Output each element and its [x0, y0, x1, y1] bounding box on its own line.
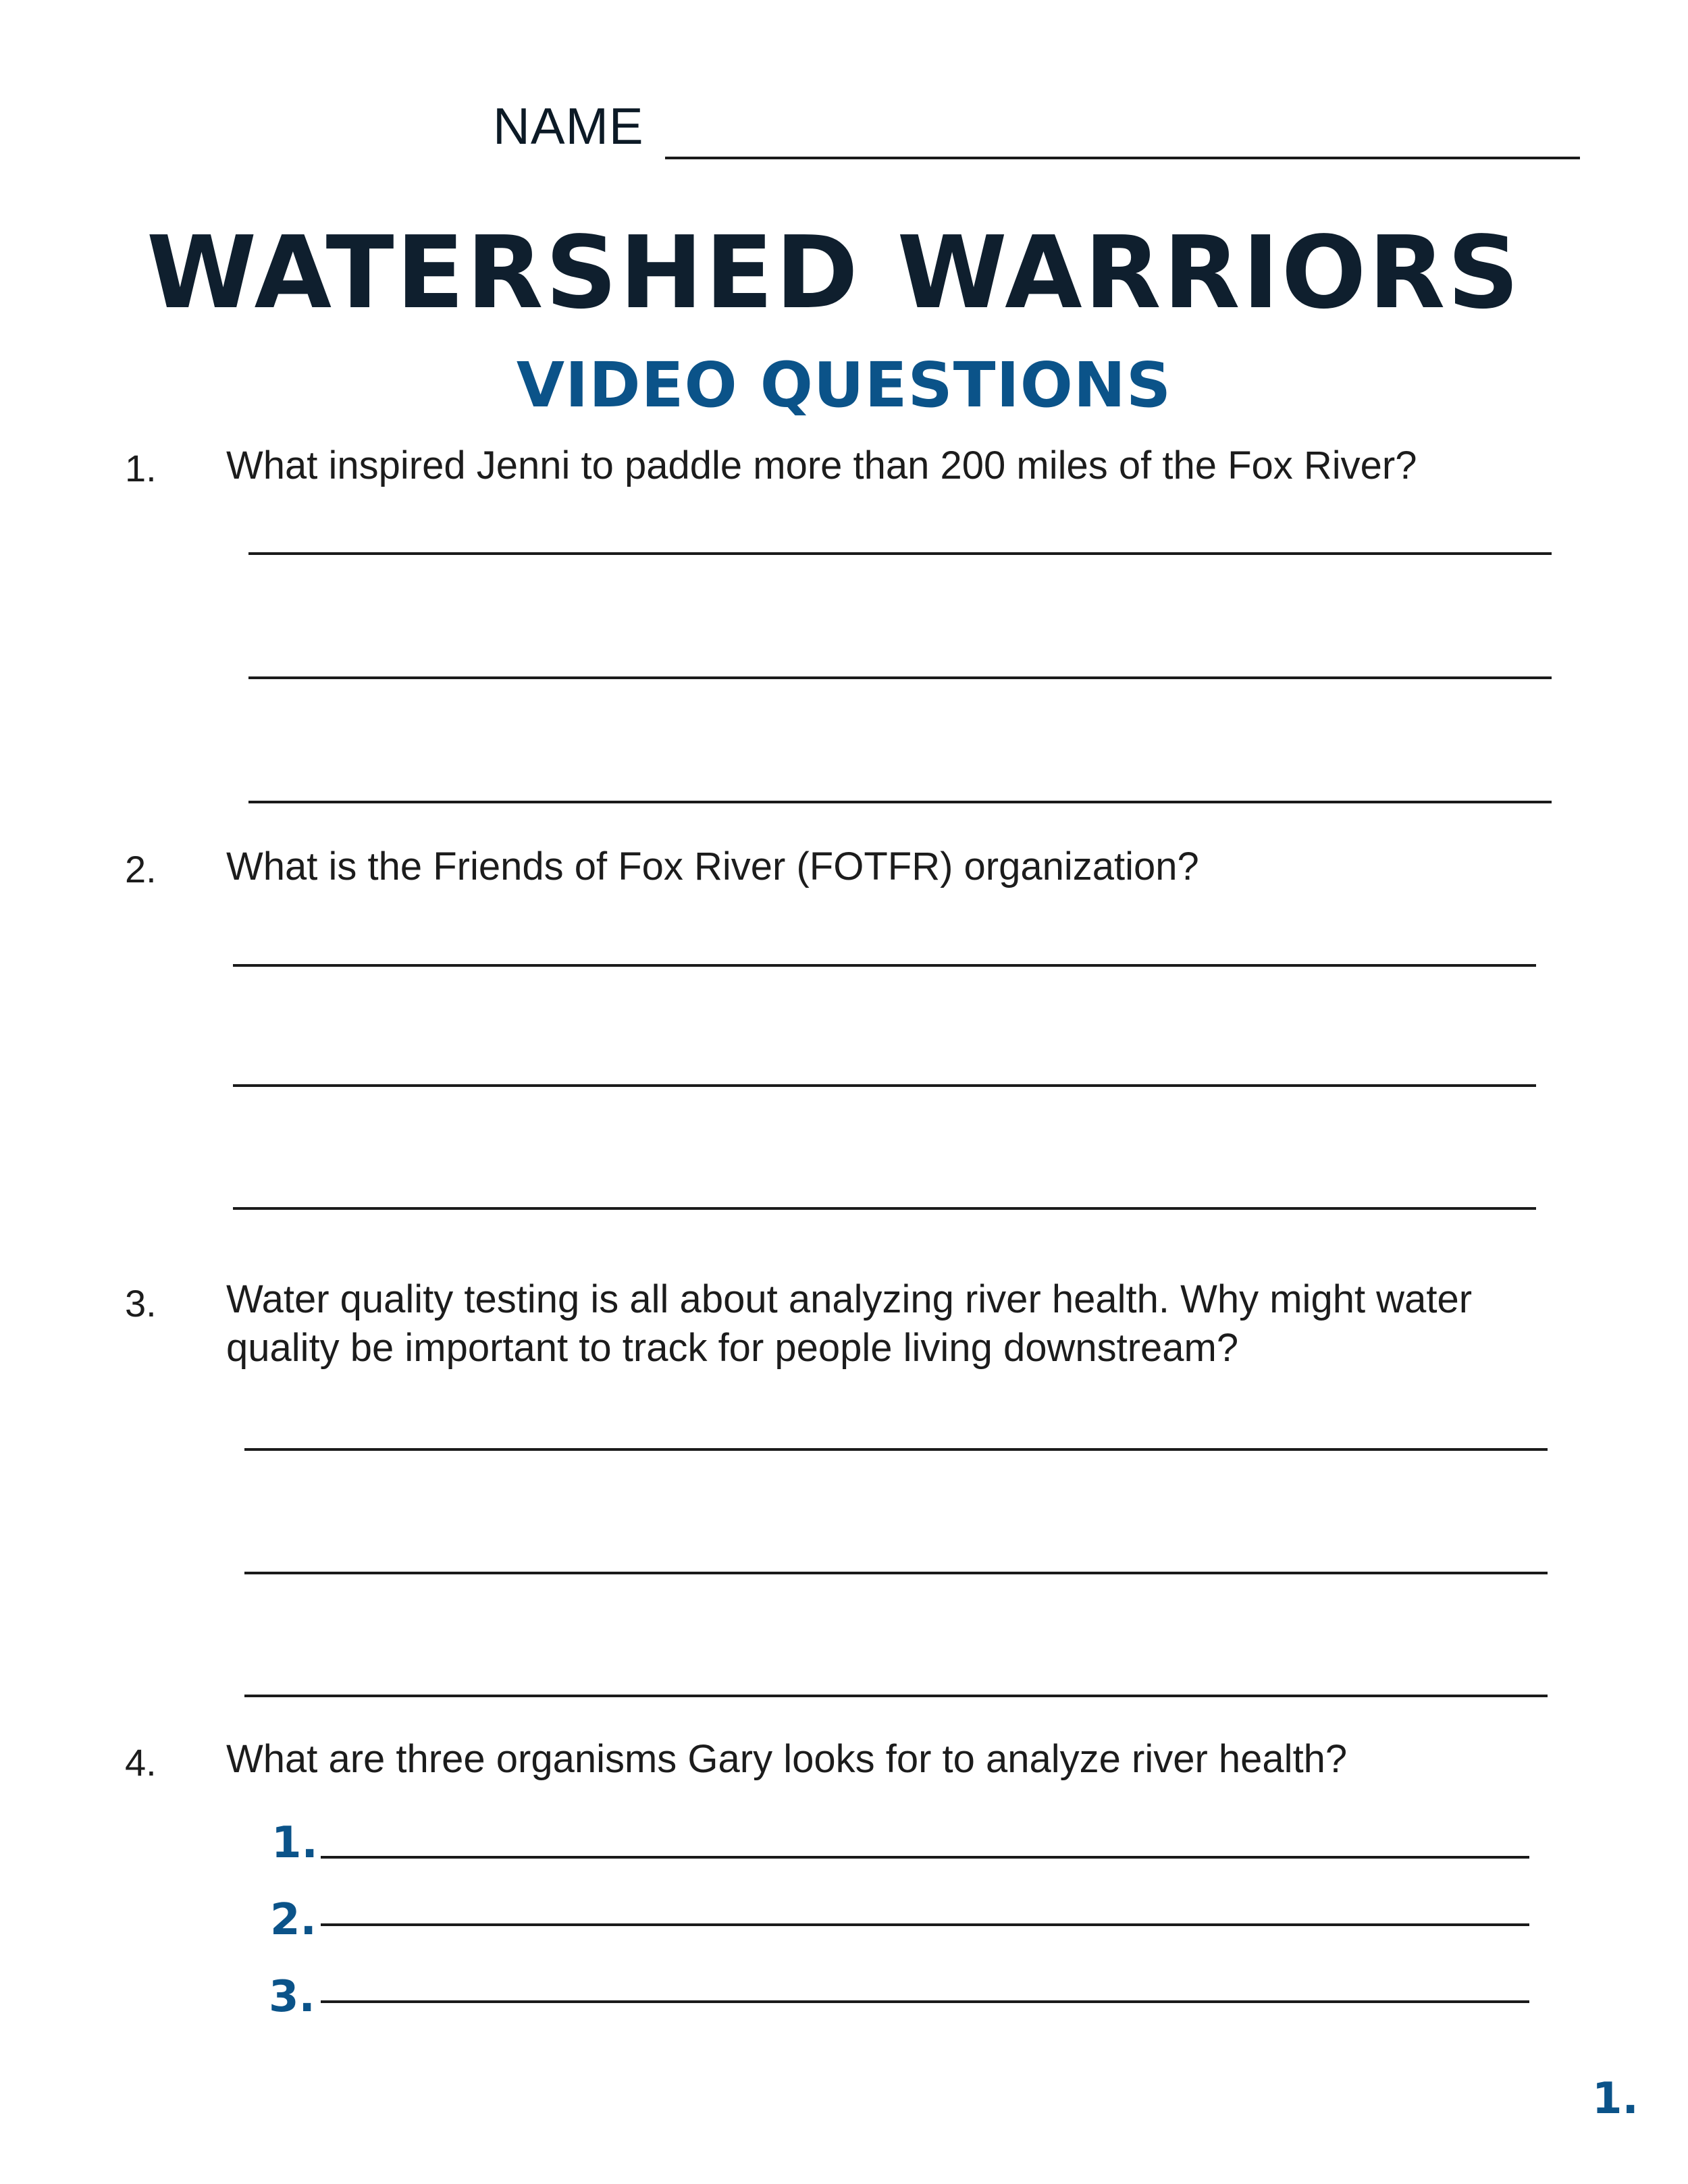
answer-line[interactable]: [233, 964, 1536, 967]
answer-line[interactable]: [244, 1695, 1548, 1697]
question-2-number: 2.: [125, 848, 157, 890]
answer-line[interactable]: [248, 552, 1552, 555]
page-title: WATERSHED WARRIORS: [146, 215, 1522, 331]
organism-number-2: 2.: [270, 1895, 317, 1945]
answer-line[interactable]: [248, 676, 1552, 679]
organism-number-3: 3.: [269, 1972, 315, 2022]
answer-line[interactable]: [248, 801, 1552, 803]
question-3-number: 3.: [125, 1282, 157, 1325]
page-subtitle: VIDEO QUESTIONS: [516, 349, 1172, 421]
organism-number-1: 1.: [271, 1818, 318, 1868]
answer-line[interactable]: [233, 1207, 1536, 1210]
answer-line[interactable]: [233, 1084, 1536, 1087]
question-4-number: 4.: [125, 1741, 157, 1784]
name-label: NAME: [493, 98, 644, 155]
answer-line[interactable]: [244, 1448, 1548, 1451]
answer-line[interactable]: [244, 1572, 1548, 1574]
question-1-number: 1.: [125, 447, 157, 489]
question-2-text: What is the Friends of Fox River (FOTFR) organization?: [226, 845, 1199, 888]
organism-answer-line-2[interactable]: [321, 1923, 1529, 1926]
organism-answer-line-3[interactable]: [321, 2000, 1529, 2003]
organism-answer-line-1[interactable]: [321, 1856, 1529, 1859]
name-field-line[interactable]: [665, 157, 1580, 159]
question-3-text: Water quality testing is all about analyzing river health. Why might water quality be important to track for people living downstream?: [226, 1277, 1473, 1370]
question-1-text: What inspired Jenni to paddle more than 200 miles of the Fox River?: [226, 444, 1417, 487]
page-number: 1.: [1592, 2074, 1639, 2124]
question-4-text: What are three organisms Gary looks for to analyze river health?: [226, 1737, 1348, 1781]
